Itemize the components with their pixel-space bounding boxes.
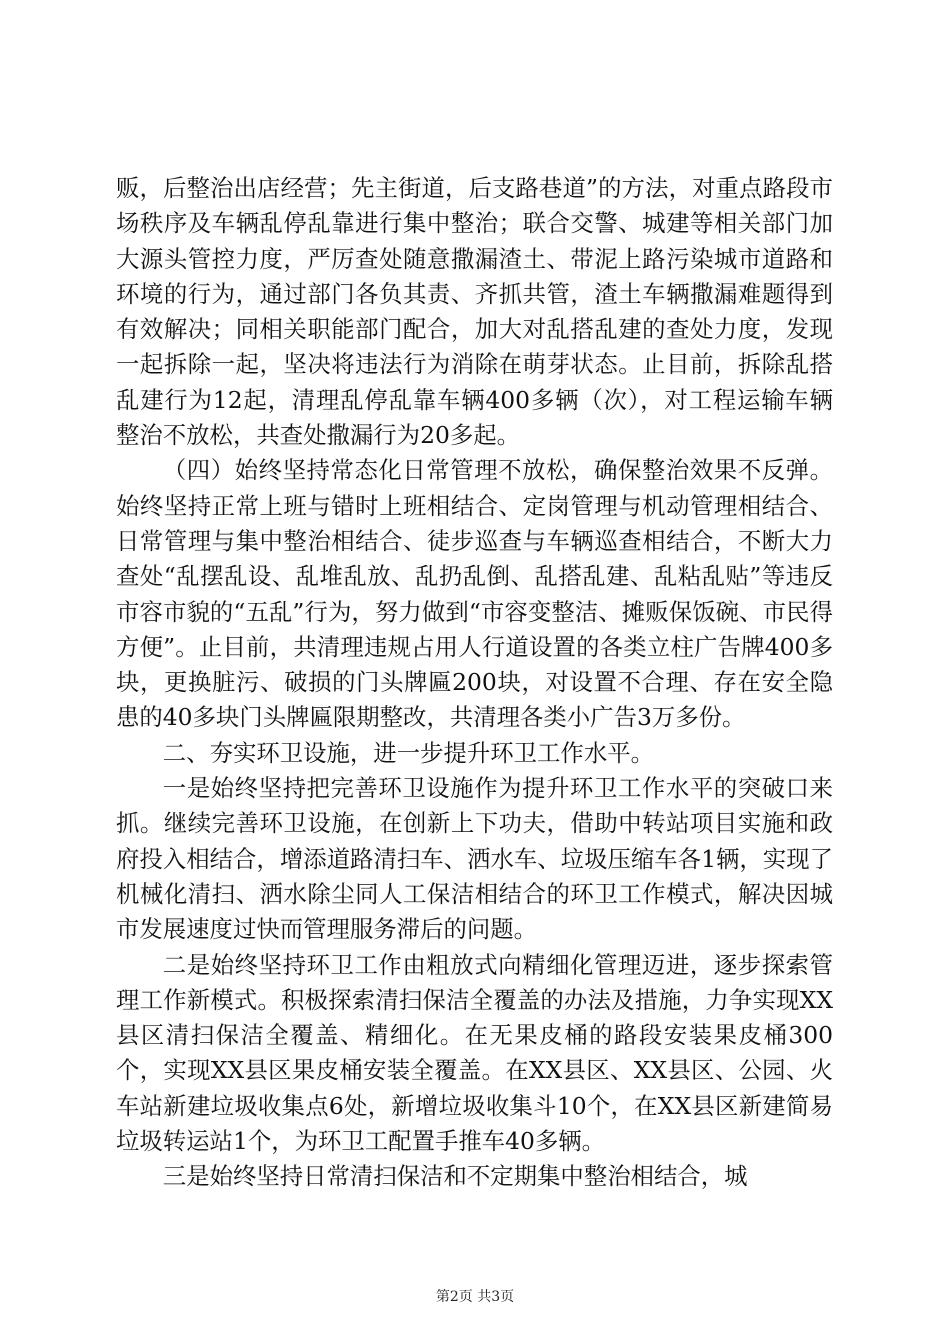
paragraph-item-three: 三是始终坚持日常清扫保洁和不定期集中整治相结合，城 [162, 1162, 748, 1191]
page-footer: 第2页 共3页 [435, 1289, 515, 1305]
paragraph-item-one: 一是始终坚持把完善环卫设施作为提升环卫工作水平的突破口来抓。继续完善环卫设施，在创新上下功夫，借助中转站项目实施和政府投入相结合，增添道路清扫车、洒水车、垃圾压缩车各1辆，实现了机械化清扫、洒水除尘同人工保洁相结合的环卫工作模式，解决因城市发展速度过快而管理服务滞后的问题。 [116, 774, 833, 944]
paragraph-continued: 贩，后整治出店经营；先主街道，后支路巷道”的方法，对重点路段市场秩序及车辆乱停乱靠进行集中整治；联合交警、城建等相关部门加大源头管控力度，严厉查处随意撒漏渣土、带泥上路污染城市道路和环境的行为，通过部门各负其责、齐抓共管，渣土车辆撒漏难题得到有效解决；同相关职能部门配合，加大对乱搭乱建的查处力度，发现一起拆除一起，坚决将违法行为消除在萌芽状态。止目前，拆除乱搭乱建行为12起，清理乱停乱靠车辆400多辆（次），对工程运输车辆整治不放松，共查处撒漏行为20多起。 [116, 174, 833, 450]
paragraph-item-two: 二是始终坚持环卫工作由粗放式向精细化管理迈进，逐步探索管理工作新模式。积极探索清扫保洁全覆盖的办法及措施，力争实现XX县区清扫保洁全覆盖、精细化。在无果皮桶的路段安装果皮桶300个，实现XX县区果皮桶安装全覆盖。在XX县区、XX县区、公园、火车站新建垃圾收集点6处，新增垃圾收集斗10个，在XX县区新建简易垃圾转运站1个，为环卫工配置手推车40多辆。 [116, 950, 833, 1156]
paragraph-section-four: （四）始终坚持常态化日常管理不放松，确保整治效果不反弹。始终坚持正常上班与错时上班相结合、定岗管理与机动管理相结合、日常管理与集中整治相结合、徒步巡查与车辆巡查相结合，不断大力查处“乱摆乱设、乱堆乱放、乱扔乱倒、乱搭乱建、乱粘乱贴”等违反市容市貌的“五乱”行为，努力做到“市容变整洁、摊贩保饭碗、市民得方便”。止目前，共清理违规占用人行道设置的各类立柱广告牌400多块，更换脏污、破损的门头牌匾200块，对设置不合理、存在安全隐患的40多块门头牌匾限期整改，共清理各类小广告3万多份。 [116, 456, 833, 732]
section-heading-two: 二、夯实环卫设施，进一步提升环卫工作水平。 [162, 738, 654, 767]
document-body [116, 171, 833, 1195]
